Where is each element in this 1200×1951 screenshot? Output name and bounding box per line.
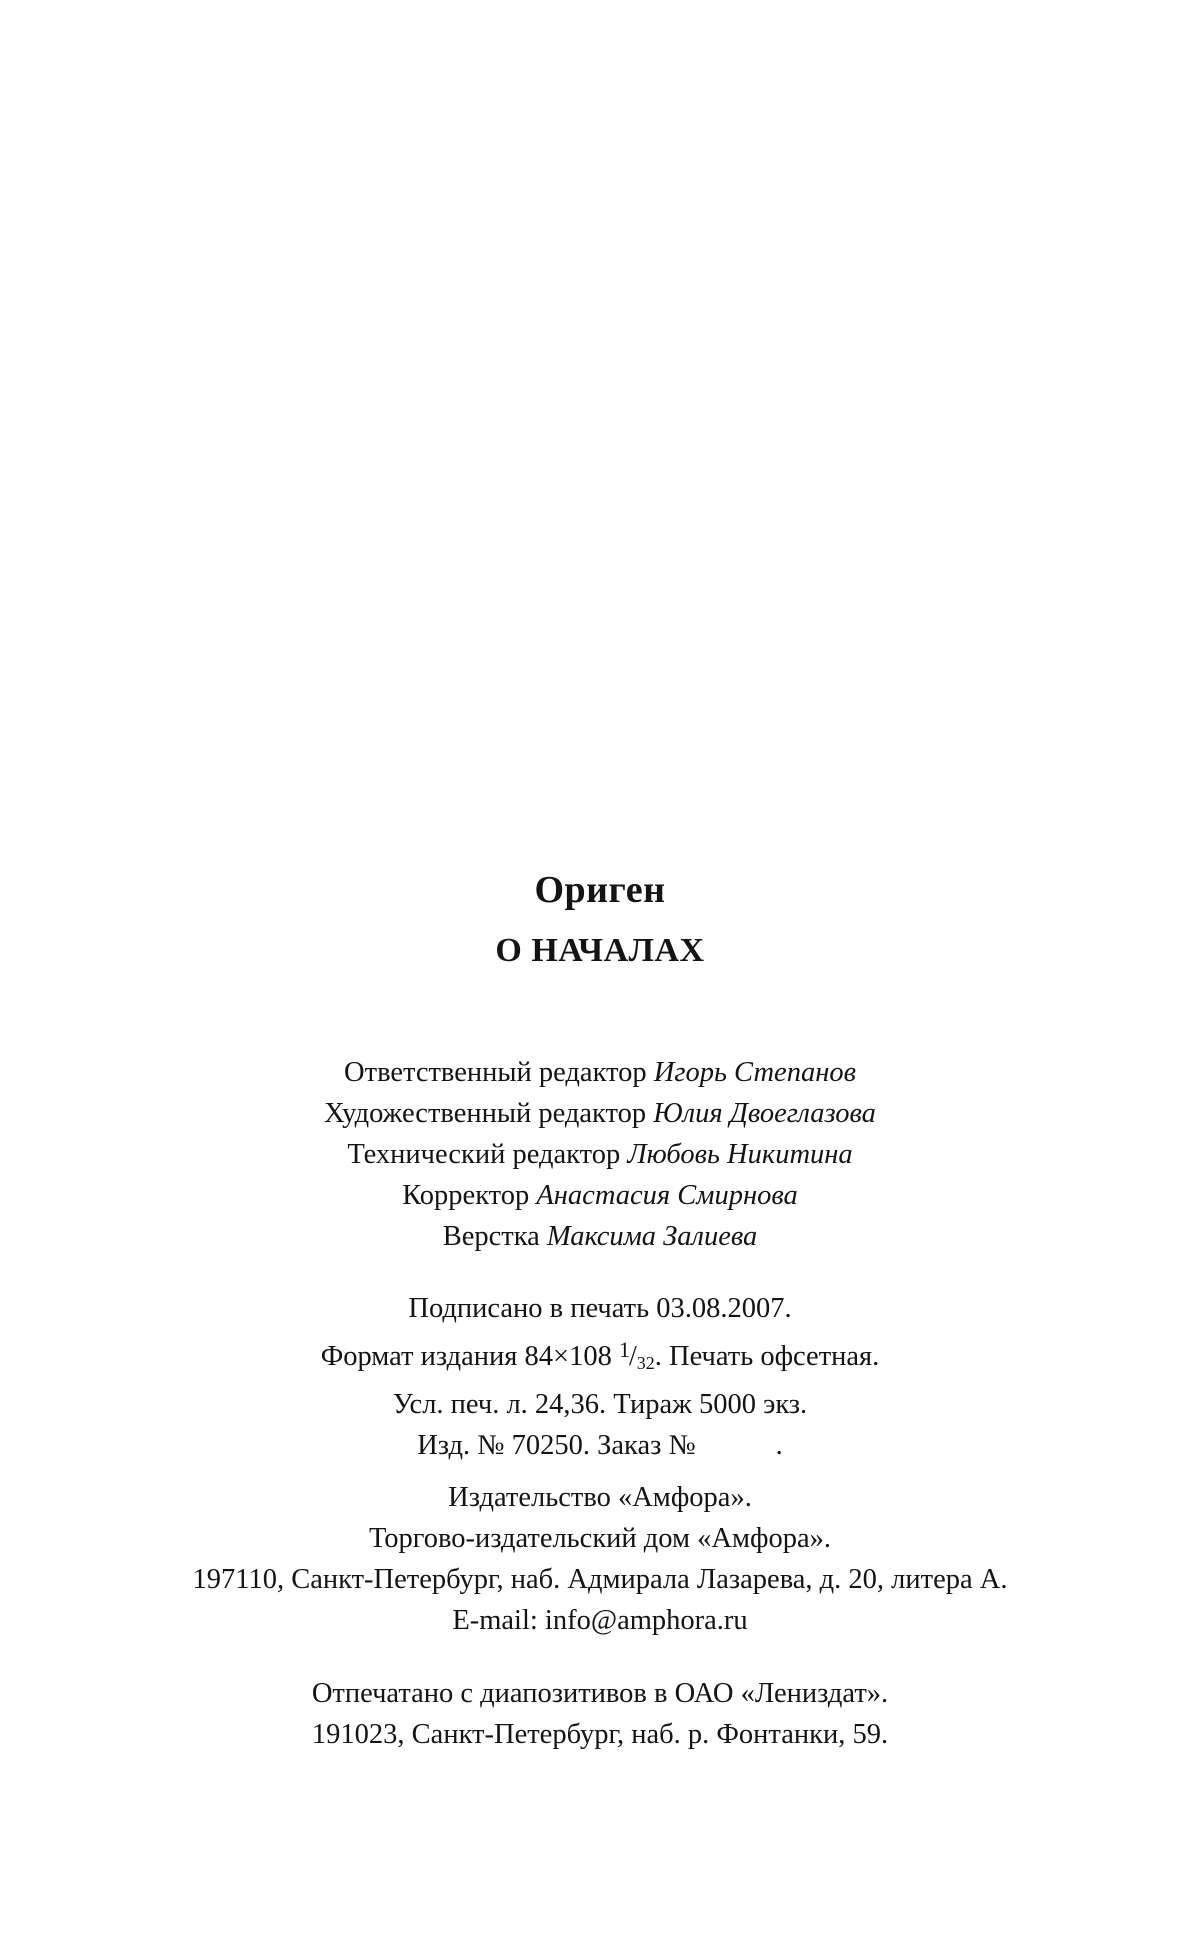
credit-name: Игорь Степанов xyxy=(653,1057,856,1088)
order-prefix: Изд. № 70250. Заказ № xyxy=(417,1430,696,1461)
printer-block xyxy=(0,1673,1200,1755)
credit-line xyxy=(0,1216,1200,1257)
book-author: Ориген xyxy=(534,869,666,911)
publisher-address: 197110, Санкт-Петербург, наб. Адмирала Лазарева, д. 20, литера А. xyxy=(192,1564,1008,1595)
trading-house: Торгово-издательский дом «Амфора». xyxy=(368,1523,832,1554)
credit-line xyxy=(0,1093,1200,1134)
format-denominator: 32 xyxy=(636,1353,655,1373)
credit-line xyxy=(0,1175,1200,1216)
printer-name: Отпечатано с диапозитивов в ОАО «Лениздат». xyxy=(311,1678,889,1709)
publisher-email: E-mail: info@amphora.ru xyxy=(452,1605,748,1636)
imprint-block xyxy=(0,1288,1200,1466)
credit-name: Анастасия Смирнова xyxy=(536,1180,798,1211)
publisher-block xyxy=(0,1477,1200,1641)
printer-address: 191023, Санкт-Петербург, наб. р. Фонтанки, 59. xyxy=(311,1719,889,1750)
format-prefix: Формат издания 84×108 xyxy=(320,1341,612,1372)
credit-role: Верстка xyxy=(442,1221,540,1252)
credit-name: Юлия Двоеглазова xyxy=(653,1098,876,1129)
format-suffix: . Печать офсетная. xyxy=(654,1341,880,1372)
credits-block xyxy=(0,1052,1200,1257)
credit-role: Технический редактор xyxy=(347,1139,621,1170)
credit-role: Ответственный редактор xyxy=(344,1057,647,1088)
credit-name: Максима Залиева xyxy=(546,1221,758,1252)
order-suffix: . xyxy=(775,1430,783,1461)
format-line xyxy=(0,1329,1200,1384)
format-numerator: 1 xyxy=(618,1337,630,1362)
order-line xyxy=(0,1425,1200,1466)
publisher-name: Издательство «Амфора». xyxy=(448,1482,752,1513)
credit-name: Любовь Никитина xyxy=(627,1139,853,1170)
sheets-line: Усл. печ. л. 24,36. Тираж 5000 экз. xyxy=(392,1389,808,1420)
credit-line xyxy=(0,1134,1200,1175)
book-title: О НАЧАЛАХ xyxy=(495,932,705,969)
signed-date: Подписано в печать 03.08.2007. xyxy=(408,1293,792,1324)
credit-line xyxy=(0,1052,1200,1093)
fraction-slash: / xyxy=(628,1341,637,1372)
credit-role: Художественный редактор xyxy=(324,1098,647,1129)
credit-role: Корректор xyxy=(402,1180,530,1211)
